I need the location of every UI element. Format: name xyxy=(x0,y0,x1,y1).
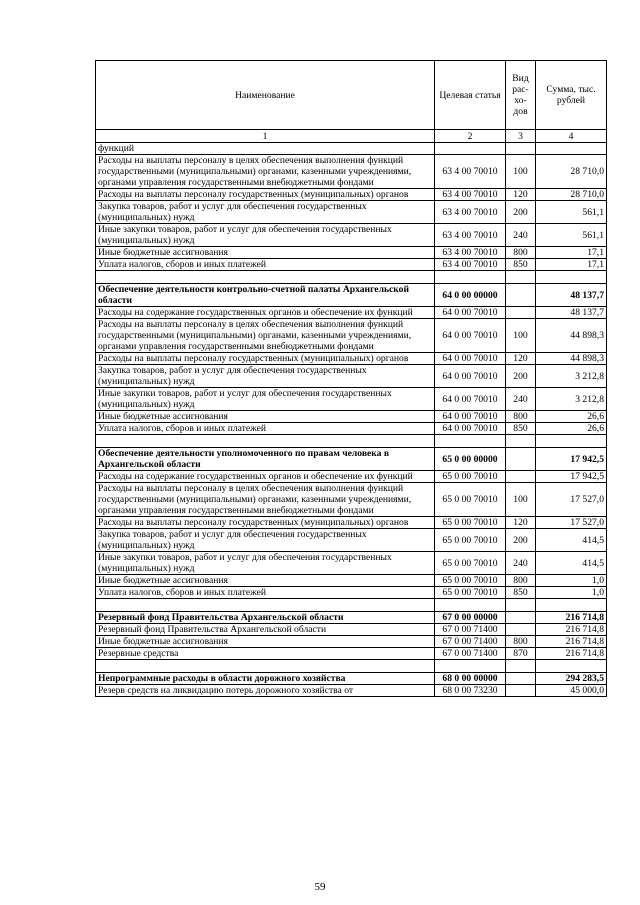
table-row xyxy=(96,365,607,388)
name-cell: Расходы на выплаты персоналу государственных (муниципальных) органов xyxy=(96,189,435,201)
column-number: 3 xyxy=(506,130,536,143)
table-row xyxy=(96,201,607,224)
blank-cell xyxy=(536,660,607,673)
document-page xyxy=(95,60,606,697)
blank-row xyxy=(96,435,607,448)
code-cell: 63 4 00 70010 xyxy=(435,201,506,224)
section-row xyxy=(96,673,607,685)
blank-cell xyxy=(435,435,506,448)
blank-cell xyxy=(435,660,506,673)
name-cell: Расходы на содержание государственных органов и обеспечение их функций xyxy=(96,471,435,483)
type-cell: 850 xyxy=(506,259,536,271)
type-cell: 800 xyxy=(506,411,536,423)
code-cell: 64 0 00 70010 xyxy=(435,388,506,411)
name-cell: Обеспечение деятельности уполномоченного по правам человека в Архангельской области xyxy=(96,448,435,471)
sum-cell: 44 898,3 xyxy=(536,319,607,353)
sum-cell xyxy=(536,143,607,155)
code-cell: 63 4 00 70010 xyxy=(435,224,506,247)
type-cell: 850 xyxy=(506,587,536,599)
name-cell: Резервный фонд Правительства Архангельской области xyxy=(96,624,435,636)
section-row xyxy=(96,284,607,307)
blank-cell xyxy=(536,271,607,284)
code-cell xyxy=(435,143,506,155)
table-body xyxy=(96,143,607,697)
type-cell: 120 xyxy=(506,517,536,529)
table-row xyxy=(96,423,607,435)
type-cell xyxy=(506,471,536,483)
column-number: 2 xyxy=(435,130,506,143)
type-cell xyxy=(506,307,536,319)
code-cell: 64 0 00 70010 xyxy=(435,411,506,423)
table-header-row xyxy=(96,61,607,130)
name-cell: Иные бюджетные ассигнования xyxy=(96,636,435,648)
code-cell: 64 0 00 70010 xyxy=(435,319,506,353)
table-row xyxy=(96,648,607,660)
code-cell: 67 0 00 71400 xyxy=(435,636,506,648)
header-type: Вид рас-хо-дов xyxy=(506,61,536,130)
header-code: Целевая статья xyxy=(435,61,506,130)
type-cell: 100 xyxy=(506,483,536,517)
table-row xyxy=(96,636,607,648)
type-cell: 800 xyxy=(506,247,536,259)
code-cell: 67 0 00 71400 xyxy=(435,624,506,636)
section-row xyxy=(96,612,607,624)
budget-table xyxy=(95,60,607,697)
table-row xyxy=(96,529,607,552)
sum-cell: 561,1 xyxy=(536,224,607,247)
blank-cell xyxy=(96,660,435,673)
name-cell: Закупка товаров, работ и услуг для обеспечения государственных (муниципальных) нужд xyxy=(96,365,435,388)
column-number-row xyxy=(96,130,607,143)
table-row xyxy=(96,483,607,517)
table-row xyxy=(96,575,607,587)
sum-cell: 1,0 xyxy=(536,575,607,587)
sum-cell: 26,6 xyxy=(536,411,607,423)
blank-cell xyxy=(536,435,607,448)
code-cell: 63 4 00 70010 xyxy=(435,247,506,259)
name-cell: Резервный фонд Правительства Архангельской области xyxy=(96,612,435,624)
code-cell: 68 0 00 00000 xyxy=(435,673,506,685)
page-number: 59 xyxy=(314,881,326,893)
table-row xyxy=(96,247,607,259)
type-cell xyxy=(506,284,536,307)
sum-cell: 414,5 xyxy=(536,529,607,552)
type-cell xyxy=(506,685,536,697)
table-row xyxy=(96,552,607,575)
table-row xyxy=(96,155,607,189)
sum-cell: 17 942,5 xyxy=(536,448,607,471)
table-row xyxy=(96,307,607,319)
type-cell: 100 xyxy=(506,155,536,189)
type-cell: 200 xyxy=(506,529,536,552)
table-row xyxy=(96,517,607,529)
name-cell: Расходы на выплаты персоналу государственных (муниципальных) органов xyxy=(96,517,435,529)
sum-cell: 17 942,5 xyxy=(536,471,607,483)
sum-cell: 26,6 xyxy=(536,423,607,435)
name-cell: Уплата налогов, сборов и иных платежей xyxy=(96,587,435,599)
sum-cell: 44 898,3 xyxy=(536,353,607,365)
name-cell: Иные бюджетные ассигнования xyxy=(96,247,435,259)
sum-cell: 48 137,7 xyxy=(536,307,607,319)
blank-cell xyxy=(506,435,536,448)
name-cell: Резерв средств на ликвидацию потерь дорожного хозяйства от xyxy=(96,685,435,697)
blank-cell xyxy=(536,599,607,612)
type-cell xyxy=(506,143,536,155)
type-cell xyxy=(506,612,536,624)
sum-cell: 28 710,0 xyxy=(536,189,607,201)
name-cell: Расходы на содержание государственных органов и обеспечение их функций xyxy=(96,307,435,319)
type-cell: 120 xyxy=(506,353,536,365)
table-row xyxy=(96,353,607,365)
type-cell: 100 xyxy=(506,319,536,353)
blank-cell xyxy=(506,660,536,673)
name-cell: Иные закупки товаров, работ и услуг для обеспечения государственных (муниципальных) нужд xyxy=(96,388,435,411)
blank-cell xyxy=(506,599,536,612)
name-cell: Иные закупки товаров, работ и услуг для обеспечения государственных (муниципальных) нужд xyxy=(96,224,435,247)
blank-cell xyxy=(435,271,506,284)
sum-cell: 561,1 xyxy=(536,201,607,224)
type-cell: 240 xyxy=(506,552,536,575)
name-cell: Обеспечение деятельности контрольно-счетной палаты Архангельской области xyxy=(96,284,435,307)
sum-cell: 17 527,0 xyxy=(536,517,607,529)
name-cell: функций xyxy=(96,143,435,155)
table-row xyxy=(96,388,607,411)
type-cell: 120 xyxy=(506,189,536,201)
sum-cell: 17,1 xyxy=(536,259,607,271)
code-cell: 67 0 00 00000 xyxy=(435,612,506,624)
table-row xyxy=(96,685,607,697)
code-cell: 64 0 00 00000 xyxy=(435,284,506,307)
name-cell: Закупка товаров, работ и услуг для обеспечения государственных (муниципальных) нужд xyxy=(96,529,435,552)
sum-cell: 45 000,0 xyxy=(536,685,607,697)
name-cell: Непрограммные расходы в области дорожного хозяйства xyxy=(96,673,435,685)
column-number: 1 xyxy=(96,130,435,143)
sum-cell: 48 137,7 xyxy=(536,284,607,307)
code-cell: 65 0 00 00000 xyxy=(435,448,506,471)
table-row xyxy=(96,587,607,599)
name-cell: Расходы на выплаты персоналу в целях обеспечения выполнения функций государственными (муниципальными) органами, казенными учреждениями, органами управления государственными внебюджетными фондами xyxy=(96,319,435,353)
sum-cell: 28 710,0 xyxy=(536,155,607,189)
sum-cell: 216 714,8 xyxy=(536,624,607,636)
table-row xyxy=(96,624,607,636)
code-cell: 65 0 00 70010 xyxy=(435,552,506,575)
blank-cell xyxy=(96,435,435,448)
blank-row xyxy=(96,271,607,284)
type-cell: 200 xyxy=(506,201,536,224)
code-cell: 67 0 00 71400 xyxy=(435,648,506,660)
blank-row xyxy=(96,599,607,612)
sum-cell: 17,1 xyxy=(536,247,607,259)
code-cell: 65 0 00 70010 xyxy=(435,587,506,599)
name-cell: Иные бюджетные ассигнования xyxy=(96,575,435,587)
sum-cell: 216 714,8 xyxy=(536,636,607,648)
code-cell: 64 0 00 70010 xyxy=(435,353,506,365)
blank-row xyxy=(96,660,607,673)
code-cell: 64 0 00 70010 xyxy=(435,423,506,435)
sum-cell: 3 212,8 xyxy=(536,365,607,388)
type-cell: 800 xyxy=(506,636,536,648)
section-row xyxy=(96,448,607,471)
type-cell xyxy=(506,673,536,685)
table-row xyxy=(96,319,607,353)
blank-cell xyxy=(96,599,435,612)
name-cell: Расходы на выплаты персоналу в целях обеспечения выполнения функций государственными (муниципальными) органами, казенными учреждениями, органами управления государственными внебюджетными фондами xyxy=(96,483,435,517)
blank-cell xyxy=(435,599,506,612)
type-cell: 240 xyxy=(506,224,536,247)
table-row xyxy=(96,259,607,271)
type-cell: 800 xyxy=(506,575,536,587)
name-cell: Уплата налогов, сборов и иных платежей xyxy=(96,259,435,271)
code-cell: 64 0 00 70010 xyxy=(435,307,506,319)
code-cell: 63 4 00 70010 xyxy=(435,155,506,189)
table-row xyxy=(96,224,607,247)
code-cell: 65 0 00 70010 xyxy=(435,471,506,483)
table-row xyxy=(96,411,607,423)
code-cell: 65 0 00 70010 xyxy=(435,483,506,517)
code-cell: 65 0 00 70010 xyxy=(435,517,506,529)
sum-cell: 216 714,8 xyxy=(536,648,607,660)
table-row xyxy=(96,471,607,483)
table-row xyxy=(96,189,607,201)
column-number: 4 xyxy=(536,130,607,143)
name-cell: Иные бюджетные ассигнования xyxy=(96,411,435,423)
code-cell: 64 0 00 70010 xyxy=(435,365,506,388)
name-cell: Резервные средства xyxy=(96,648,435,660)
type-cell xyxy=(506,448,536,471)
sum-cell: 294 283,5 xyxy=(536,673,607,685)
blank-cell xyxy=(506,271,536,284)
code-cell: 63 4 00 70010 xyxy=(435,259,506,271)
sum-cell: 1,0 xyxy=(536,587,607,599)
table-row xyxy=(96,143,607,155)
name-cell: Расходы на выплаты персоналу государственных (муниципальных) органов xyxy=(96,353,435,365)
blank-cell xyxy=(96,271,435,284)
header-sum: Сумма, тыс. рублей xyxy=(536,61,607,130)
code-cell: 68 0 00 73230 xyxy=(435,685,506,697)
name-cell: Иные закупки товаров, работ и услуг для обеспечения государственных (муниципальных) нужд xyxy=(96,552,435,575)
name-cell: Закупка товаров, работ и услуг для обеспечения государственных (муниципальных) нужд xyxy=(96,201,435,224)
sum-cell: 3 212,8 xyxy=(536,388,607,411)
name-cell: Уплата налогов, сборов и иных платежей xyxy=(96,423,435,435)
type-cell: 240 xyxy=(506,388,536,411)
code-cell: 63 4 00 70010 xyxy=(435,189,506,201)
sum-cell: 414,5 xyxy=(536,552,607,575)
code-cell: 65 0 00 70010 xyxy=(435,575,506,587)
code-cell: 65 0 00 70010 xyxy=(435,529,506,552)
name-cell: Расходы на выплаты персоналу в целях обеспечения выполнения функций государственными (муниципальными) органами, казенными учреждениями, органами управления государственными внебюджетными фондами xyxy=(96,155,435,189)
type-cell: 200 xyxy=(506,365,536,388)
type-cell: 870 xyxy=(506,648,536,660)
sum-cell: 17 527,0 xyxy=(536,483,607,517)
type-cell: 850 xyxy=(506,423,536,435)
sum-cell: 216 714,8 xyxy=(536,612,607,624)
header-name: Наименование xyxy=(96,61,435,130)
type-cell xyxy=(506,624,536,636)
